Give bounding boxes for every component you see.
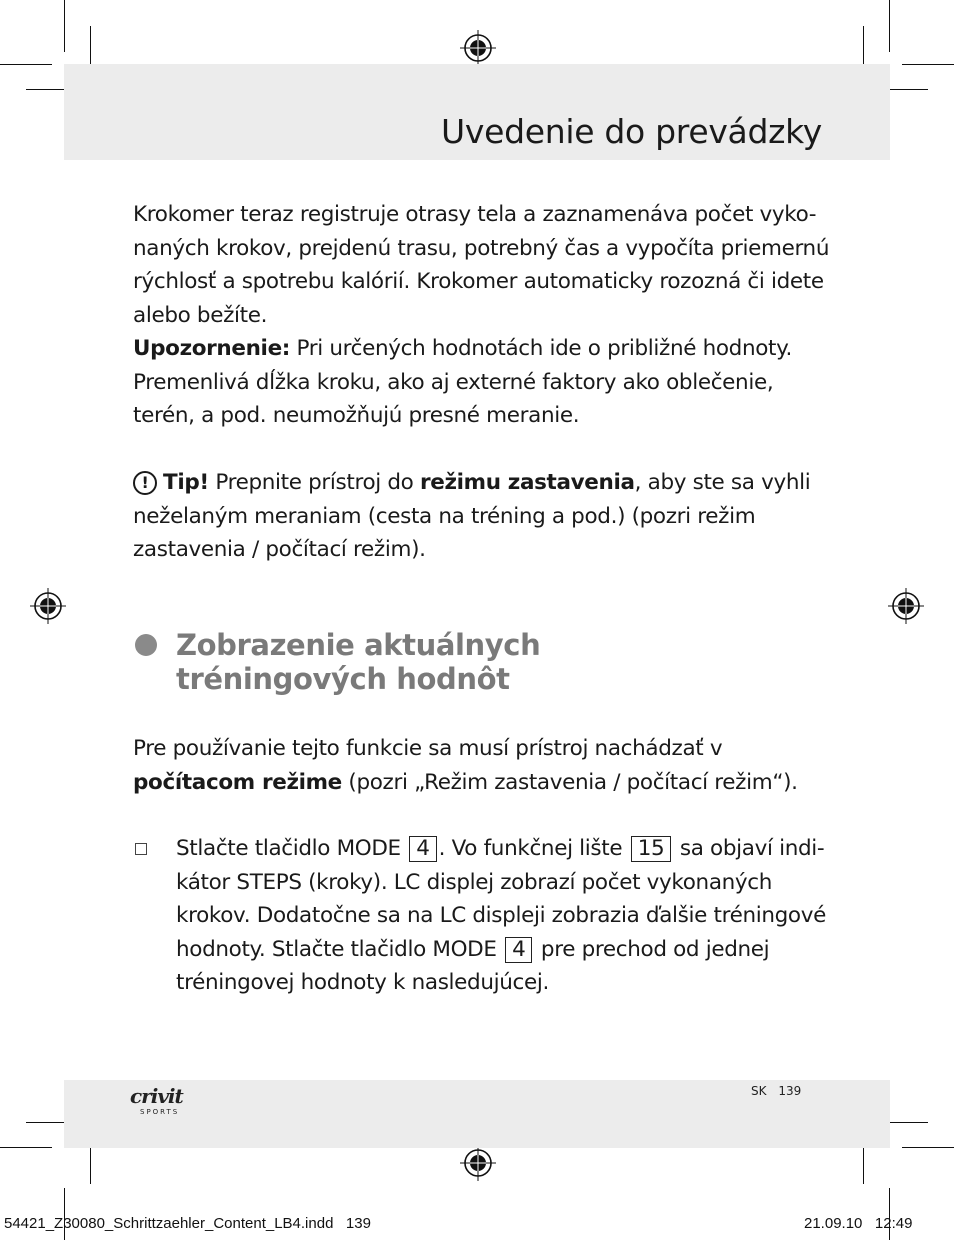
page-footer-meta: [751, 1084, 801, 1098]
tip-emphasis: režimu zastavenia: [419, 470, 635, 495]
page-number: 139: [778, 1084, 802, 1098]
note-text: Pri určených hodnotách ide o približné hodnoty. Premenlivá dĺžka kroku, ako aj externé faktory ako oblečenie, terén, a pod. neumožňujú presné meranie.: [133, 336, 792, 428]
crop-mark: [0, 64, 52, 65]
checkbox-icon: [135, 843, 147, 855]
reference-number: 4: [505, 937, 532, 963]
section-intro-emphasis: počítacom režime: [133, 769, 342, 795]
crop-mark: [0, 1147, 52, 1148]
section-bullet-icon: [135, 634, 157, 656]
reference-number: 4: [409, 836, 436, 862]
step-text: sa objaví indi- kátor STEPS (kroky). LC displej zobrazí počet vykonaných krokov. Dodatočne sa na LC displeji zobrazia ďalšie tréningové hodnoty. Stlačte tlačidlo MODE: [176, 836, 826, 962]
section-heading-line: Zobrazenie aktuálnych: [176, 628, 541, 662]
language-code: SK: [751, 1084, 767, 1098]
step-instruction: [176, 832, 836, 1000]
note-paragraph: [133, 332, 833, 433]
crop-mark: [889, 0, 890, 52]
section-intro: [133, 732, 833, 799]
step-text: . Vo funkčnej lište: [438, 836, 629, 861]
section-heading: [176, 628, 540, 696]
section-intro-text-after: (pozri „Režim zastavenia / počítací režim“).: [341, 769, 798, 795]
slug-filename: 54421_Z30080_Schrittzaehler_Content_LB4.indd 139: [4, 1215, 371, 1232]
crop-mark: [64, 1188, 65, 1240]
registration-mark-icon: [460, 30, 496, 66]
crop-mark: [884, 1122, 928, 1123]
crop-mark: [884, 89, 928, 90]
registration-mark-icon: [30, 588, 66, 624]
tip-label: Tip!: [163, 470, 209, 495]
note-label: Upozornenie:: [133, 336, 291, 361]
page-title: Uvedenie do prevádzky: [440, 112, 822, 151]
crop-mark: [889, 1188, 890, 1240]
tip-paragraph: [133, 466, 833, 567]
reference-number: 15: [631, 836, 672, 862]
registration-mark-icon: [888, 588, 924, 624]
step-text: pre prechod od jednej tréningovej hodnoty k nasledujúcej.: [176, 936, 770, 995]
section-intro-text: Pre používanie tejto funkcie sa musí prístroj nachádzať v: [133, 736, 723, 761]
step-text: Stlačte tlačidlo MODE: [176, 836, 408, 861]
tip-text-before: Prepnite prístroj do: [208, 470, 420, 495]
crop-mark: [64, 0, 65, 52]
intro-text: [133, 198, 833, 433]
crivit-logo: crivit: [130, 1084, 183, 1108]
tip-text-after: , aby ste sa vyhli neželaným meraniam (cesta na tréning a pod.) (pozri režim zastavenia / počítací režim).: [133, 470, 811, 562]
crivit-logo-sub: SPORTS: [140, 1108, 180, 1116]
exclamation-circle-icon: !: [133, 471, 157, 495]
slug-datetime: 21.09.10 12:49: [804, 1215, 913, 1232]
crop-mark: [902, 1147, 954, 1148]
intro-paragraph: Krokomer teraz registruje otrasy tela a zaznamenáva počet vyko- naných krokov, prejdenú trasu, potrebný čas a vypočíta priemernú rýchlosť a spotrebu kalórií. Krokomer automaticky rozozná či idete alebo bežíte.: [133, 202, 830, 328]
crop-mark: [902, 64, 954, 65]
registration-mark-icon: [460, 1145, 496, 1181]
section-heading-line: tréningových hodnôt: [176, 662, 510, 696]
